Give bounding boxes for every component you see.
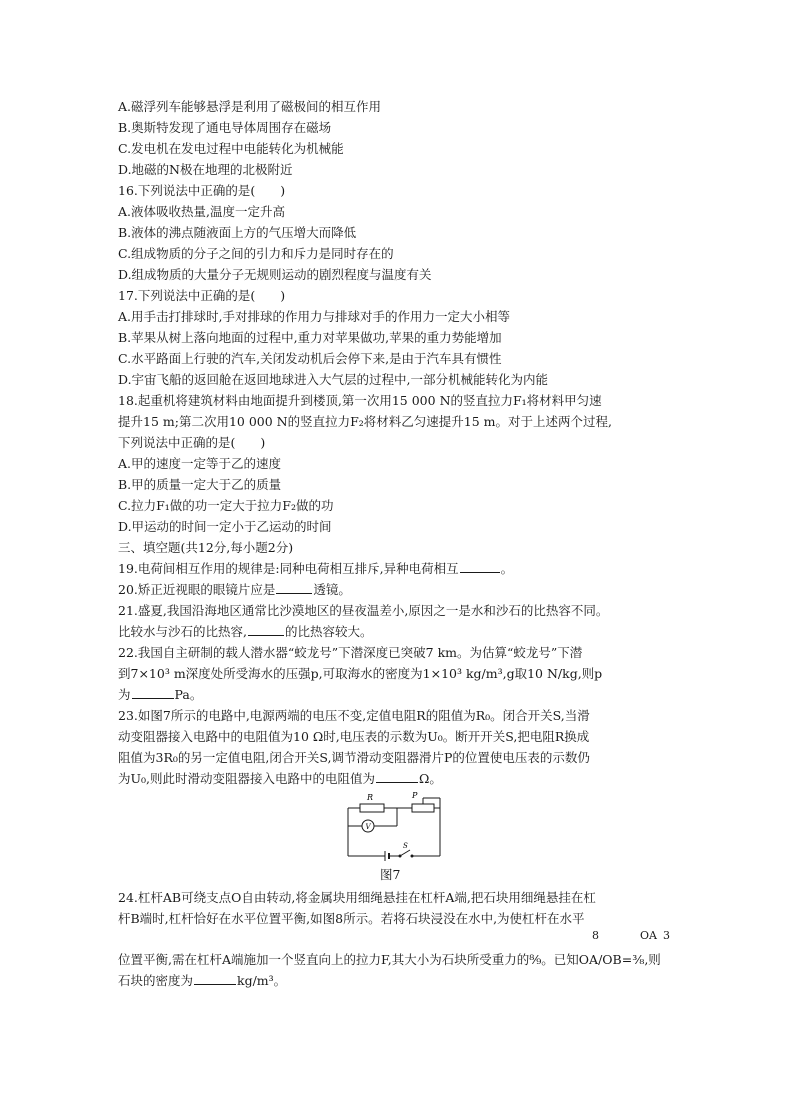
option-line: C.水平路面上行驶的汽车,关闭发动机后会停下来,是由于汽车具有惯性 xyxy=(118,351,502,366)
question-23-line: 阻值为3R₀的另一定值电阻,闭合开关S,调节滑动变阻器滑片P的位置使电压表的示数仍 xyxy=(118,750,590,765)
label-p: P xyxy=(412,791,418,800)
answer-blank[interactable] xyxy=(248,623,284,636)
circuit-diagram xyxy=(340,786,450,862)
question-stem: 18.起重机将建筑材料由地面提升到楼顶,第一次用15 000 N的竖直拉力F₁将材料甲匀速 xyxy=(118,393,602,408)
option-line: B.奥斯特发现了通电导体周围存在磁场 xyxy=(118,120,332,135)
fraction-numerator: OA xyxy=(640,929,657,942)
answer-blank[interactable] xyxy=(376,770,418,783)
question-24: 石块的密度为 kg/m³。 xyxy=(118,973,287,988)
question-22-line: 到7×10³ m深度处所受海水的压强p,可取海水的密度为1×10³ kg/m³,g取10 N/kg,则p xyxy=(118,666,603,681)
question-24-line: 位置平衡,需在杠杆A端施加一个竖直向上的拉力F,其大小为石块所受重力的⁸⁄₉。已知OA/OB=⅜,则 xyxy=(118,952,661,967)
question-stem: 16.下列说法中正确的是( ) xyxy=(118,183,286,198)
question-23-line: 动变阻器接入电路中的电阻值为10 Ω时,电压表的示数为U₀。断开开关S,把电阻R换成 xyxy=(118,729,590,744)
option-line: A.甲的速度一定等于乙的速度 xyxy=(118,456,282,471)
rheostat-symbol xyxy=(412,804,434,812)
question-stem: 下列说法中正确的是( ) xyxy=(118,435,266,450)
option-line: B.甲的质量一定大于乙的质量 xyxy=(118,477,282,492)
label-v: V xyxy=(365,823,371,831)
option-line: A.液体吸收热量,温度一定升高 xyxy=(118,204,285,219)
question-22-line: 22.我国自主研制的载人潜水器“蛟龙号”下潜深度已突破7 km。为估算“蛟龙号”下潜 xyxy=(118,645,583,660)
fraction-numerator: 8 xyxy=(592,929,599,942)
question-20: 20.矫正近视眼的眼镜片应是 透镜。 xyxy=(118,582,351,597)
question-19: 19.电荷间相互作用的规律是:同种电荷相互排斥,异种电荷相互 。 xyxy=(118,561,514,576)
answer-blank[interactable] xyxy=(460,560,500,573)
question-23-line: 23.如图7所示的电路中,电源两端的电压不变,定值电阻R的阻值为R₀。闭合开关S,当滑 xyxy=(118,708,590,723)
option-line: A.磁浮列车能够悬浮是利用了磁极间的相互作用 xyxy=(118,99,382,114)
question-stem: 提升15 m;第二次用10 000 N的竖直拉力F₂将材料乙匀速提升15 m。对于上述两个过程, xyxy=(118,414,612,429)
answer-blank[interactable] xyxy=(194,972,236,985)
label-r: R xyxy=(367,793,374,802)
switch-symbol xyxy=(400,850,410,856)
option-line: C.拉力F₁做的功一定大于拉力F₂做的功 xyxy=(118,498,334,513)
answer-blank[interactable] xyxy=(132,686,174,699)
option-line: D.组成物质的大量分子无规则运动的剧烈程度与温度有关 xyxy=(118,267,432,282)
option-line: C.发电机在发电过程中电能转化为机械能 xyxy=(118,141,344,156)
question-22: 为 Pa。 xyxy=(118,687,203,702)
section-heading: 三、填空题(共12分,每小题2分) xyxy=(118,540,294,555)
option-line: D.甲运动的时间一定小于乙运动的时间 xyxy=(118,519,332,534)
question-23: 为U₀,则此时滑动变阻器接入电路中的电阻值为 Ω。 xyxy=(118,771,442,786)
option-line: A.用手击打排球时,手对排球的作用力与排球对手的作用力一定大小相等 xyxy=(118,309,510,324)
option-line: D.宇宙飞船的返回舱在返回地球进入大气层的过程中,一部分机械能转化为内能 xyxy=(118,372,549,387)
fraction-numerator: 3 xyxy=(663,929,670,942)
question-21-line: 21.盛夏,我国沿海地区通常比沙漠地区的昼夜温差小,原因之一是水和沙石的比热容不同。 xyxy=(118,603,609,618)
question-stem: 17.下列说法中正确的是( ) xyxy=(118,288,286,303)
option-line: B.苹果从树上落向地面的过程中,重力对苹果做功,苹果的重力势能增加 xyxy=(118,330,502,345)
figure-7-caption: 图7 xyxy=(380,867,401,882)
option-line: D.地磁的N极在地理的北极附近 xyxy=(118,162,293,177)
answer-blank[interactable] xyxy=(276,581,312,594)
option-line: C.组成物质的分子之间的引力和斥力是同时存在的 xyxy=(118,246,394,261)
question-24-line: 24.杠杆AB可绕支点O自由转动,将金属块用细绳悬挂在杠杆A端,把石块用细绳悬挂在杠 xyxy=(118,890,596,905)
label-s: S xyxy=(403,842,408,850)
option-line: B.液体的沸点随液面上方的气压增大而降低 xyxy=(118,225,357,240)
question-21: 比较水与沙石的比热容, 的比热容较大。 xyxy=(118,624,373,639)
resistor-r-symbol xyxy=(360,804,384,812)
question-24-line: 杆B端时,杠杆恰好在水平位置平衡,如图8所示。若将石块浸没在水中,为使杠杆在水平 xyxy=(118,911,585,926)
